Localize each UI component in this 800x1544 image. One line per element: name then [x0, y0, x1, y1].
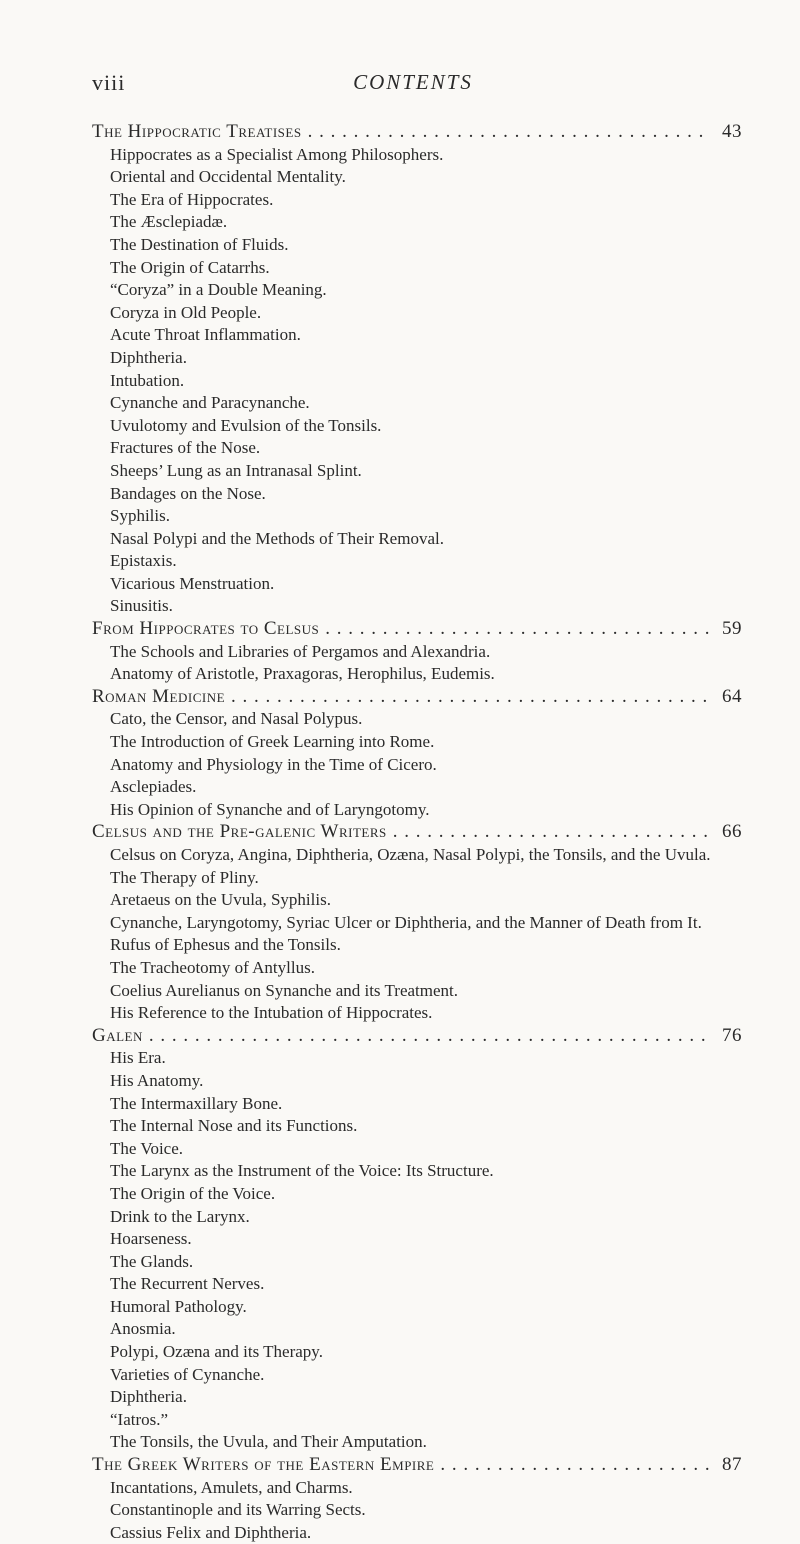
toc-entry: Constantinople and its Warring Sects.	[110, 1500, 366, 1520]
toc-entry: Hoarseness.	[110, 1229, 192, 1249]
toc-entry: Cassius Felix and Diphtheria.	[110, 1522, 312, 1542]
toc-entry: Anosmia.	[110, 1319, 176, 1339]
page-header	[92, 70, 734, 100]
dot-leader	[440, 1454, 710, 1477]
toc-entry: Polypi, Ozæna and its Therapy.	[110, 1342, 323, 1362]
toc-entry: The Larynx as the Instrument of the Voice: Its Structure.	[110, 1161, 494, 1181]
dot-leader	[325, 618, 710, 641]
chapter-heading	[92, 1025, 742, 1048]
chapter-heading	[92, 1454, 742, 1477]
toc-entry: “Iatros.”	[110, 1409, 169, 1429]
running-head: CONTENTS	[353, 70, 473, 94]
toc-entry: Incantations, Amulets, and Charms.	[110, 1477, 353, 1497]
chapter-title: The Greek Writers of the Eastern Empire	[92, 1454, 435, 1476]
chapter-title: From Hippocrates to Celsus	[92, 618, 320, 640]
toc-entry: Aretaeus on the Uvula, Syphilis.	[110, 890, 331, 910]
toc-entry: The Origin of Catarrhs.	[110, 257, 270, 277]
toc-entry: Rufus of Ephesus and the Tonsils.	[110, 935, 341, 955]
toc-entry: The Intermaxillary Bone.	[110, 1093, 283, 1113]
chapter-title: Celsus and the Pre-galenic Writers	[92, 821, 387, 843]
dot-leader	[149, 1025, 710, 1048]
dot-leader	[393, 821, 710, 844]
toc-entry: Asclepiades.	[110, 777, 197, 797]
toc-entry: Oriental and Occidental Mentality.	[110, 167, 346, 187]
toc-entry: The Introduction of Greek Learning into Rome.	[110, 732, 435, 752]
toc-entry: Syphilis.	[110, 506, 170, 526]
chapter-page-number: 76	[722, 1024, 742, 1046]
toc-entry: Cato, the Censor, and Nasal Polypus.	[110, 709, 363, 729]
chapter-page-number: 43	[722, 121, 742, 142]
toc-entry: The Internal Nose and its Functions.	[110, 1116, 358, 1136]
toc-entry: Bandages on the Nose.	[110, 483, 266, 503]
chapter-title: Galen	[92, 1024, 143, 1046]
chapter-page-number: 66	[722, 821, 742, 843]
toc-entry: The Æsclepiadæ.	[110, 212, 228, 232]
toc-entry: Anatomy and Physiology in the Time of Cicero.	[110, 754, 437, 774]
toc-entry: The Tracheotomy of Antyllus.	[110, 957, 315, 977]
toc-entry: His Era.	[110, 1048, 166, 1068]
toc-entry: Sinusitis.	[110, 596, 173, 616]
toc-entry: Coryza in Old People.	[110, 302, 262, 322]
toc-entry: His Anatomy.	[110, 1070, 204, 1090]
toc-entry: His Opinion of Synanche and of Laryngotomy.	[110, 799, 430, 819]
chapter-title: Roman Medicine	[92, 685, 226, 707]
toc-entry: Vicarious Menstruation.	[110, 573, 275, 593]
toc-entry: Nasal Polypi and the Methods of Their Removal.	[110, 528, 444, 548]
toc-entry: The Recurrent Nerves.	[110, 1274, 265, 1294]
toc-entry: The Tonsils, the Uvula, and Their Amputation.	[110, 1432, 427, 1452]
toc-entry: Humoral Pathology.	[110, 1296, 247, 1316]
dot-leader	[308, 121, 710, 144]
toc-entry: Diphtheria.	[110, 347, 187, 367]
chapter-page-number: 64	[722, 685, 742, 707]
toc-entry: The Era of Hippocrates.	[110, 189, 274, 209]
toc-entry: Celsus on Coryza, Angina, Diphtheria, Ozæna, Nasal Polypi, the Tonsils, and the Uvula.	[110, 845, 711, 864]
chapter-heading	[92, 686, 742, 709]
toc-entry: The Destination of Fluids.	[110, 234, 289, 254]
chapter-page-number: 87	[722, 1454, 742, 1476]
dot-leader	[231, 686, 710, 709]
chapter-title: The Hippocratic Treatises	[92, 121, 302, 142]
toc-entry: His Reference to the Intubation of Hippocrates.	[110, 1003, 433, 1023]
toc-entry: Fractures of the Nose.	[110, 438, 261, 458]
toc-entry: The Therapy of Pliny.	[110, 867, 259, 887]
toc-entry: The Voice.	[110, 1138, 184, 1158]
toc-entry: Acute Throat Inflammation.	[110, 325, 301, 345]
page-number: viii	[92, 70, 126, 95]
toc-entry: Coelius Aurelianus on Synanche and its Treatment.	[110, 980, 458, 1000]
toc-entry: “Coryza” in a Double Meaning.	[110, 280, 327, 300]
toc-entry: Drink to the Larynx.	[110, 1206, 250, 1226]
toc-entry: Uvulotomy and Evulsion of the Tonsils.	[110, 415, 382, 435]
toc-entry: The Origin of the Voice.	[110, 1183, 276, 1203]
table-of-contents	[92, 121, 742, 1544]
toc-entry: Hippocrates as a Specialist Among Philosophers.	[110, 144, 444, 164]
toc-entry: Cynanche and Paracynanche.	[110, 393, 310, 413]
toc-entry: The Schools and Libraries of Pergamos and Alexandria.	[110, 641, 491, 661]
chapter-heading	[92, 821, 742, 844]
toc-entry: Epistaxis.	[110, 551, 177, 571]
toc-entry: Sheeps’ Lung as an Intranasal Splint.	[110, 460, 362, 480]
toc-entry: Cynanche, Laryngotomy, Syriac Ulcer or Diphtheria, and the Manner of Death from It.	[110, 912, 702, 932]
chapter-heading	[92, 121, 742, 144]
chapter-page-number: 59	[722, 618, 742, 640]
toc-entry: Anatomy of Aristotle, Praxagoras, Herophilus, Eudemis.	[110, 664, 495, 684]
toc-entry: Diphtheria.	[110, 1387, 187, 1407]
toc-entry: Intubation.	[110, 370, 185, 390]
toc-entry: Varieties of Cynanche.	[110, 1364, 265, 1384]
chapter-heading	[92, 618, 742, 641]
toc-entry: The Glands.	[110, 1251, 194, 1271]
